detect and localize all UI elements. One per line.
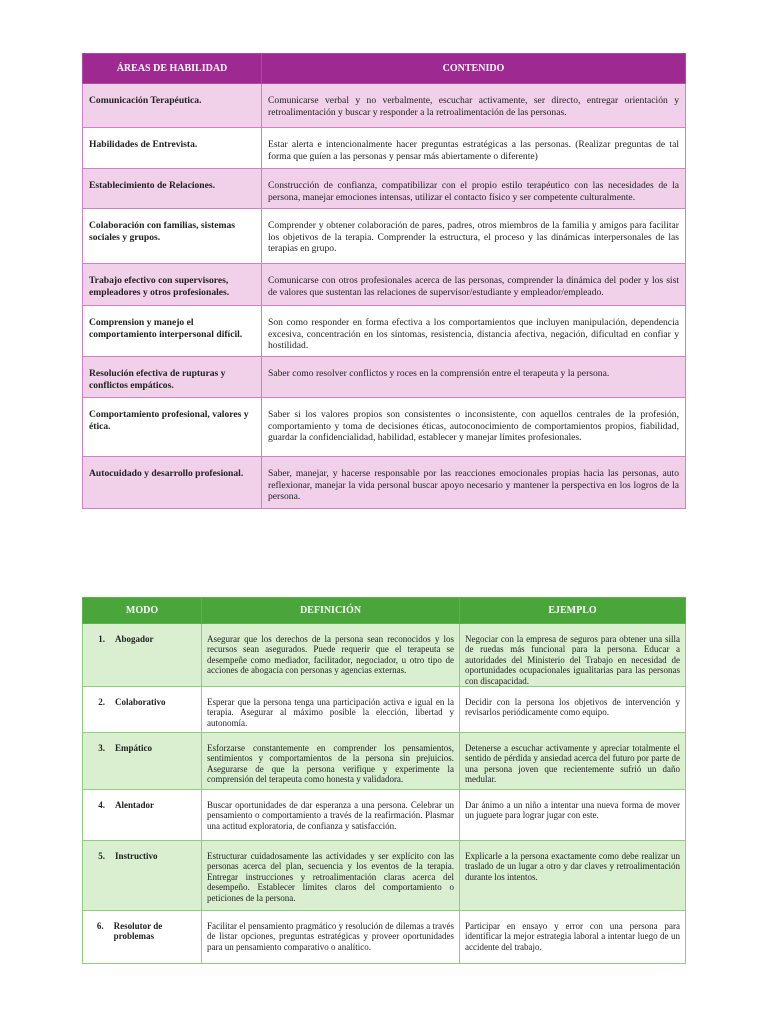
mode-number: 1. — [98, 634, 105, 644]
content-cell: Saber si los valores propios son consistentes o inconsistente, con aquellos centrales de la profesión, comportamiento y toma de decisiones éticas, autoconocimiento de comportamientos propios, fiabilidad, guardar la confidencialidad, habilidad, establecer y manejar límites profesionales. — [262, 398, 686, 457]
content-cell: Comunicarse verbal y no verbalmente, escuchar activamente, ser directo, entregar orientación y retroalimentación y buscar y responder a la retroalimentación de las personas. — [262, 84, 686, 128]
area-cell: Colaboración con familias, sistemas sociales y grupos. — [83, 209, 262, 264]
table-header-row — [83, 598, 686, 624]
content-cell: Estar alerta e intencionalmente hacer preguntas estratégicas a las personas. (Realizar preguntas de tal forma que guíen a las personas y pensar más abiertamente o diferente) — [262, 128, 686, 169]
mode-cell — [83, 790, 202, 841]
skills-areas-table — [82, 53, 686, 509]
definition-cell: Buscar oportunidades de dar esperanza a una persona. Celebrar un pensamiento o comportamiento a través de la reafirmación. Plasmar una actitud exploratoria, de confianza y satisfacción. — [202, 790, 460, 841]
definition-cell: Facilitar el pensamiento pragmático y resolución de dilemas a través de listar opciones, preguntas estratégicas y proveer oportunidades para un pensamiento comparativo o analítico. — [202, 911, 460, 964]
table-row — [83, 306, 686, 357]
mode-label: Alentador — [115, 800, 154, 811]
definition-cell: Estructurar cuidadosamente las actividades y ser explícito con las personas acerca del plan, secuencia y los eventos de la terapia. Entregar instrucciones y retroalimentación claras acerca del desempeño. Establecer límites claros del comportamiento o peticiones de la persona. — [202, 841, 460, 911]
table-row — [83, 687, 686, 733]
table-row — [83, 84, 686, 128]
mode-cell — [83, 733, 202, 790]
header-content: CONTENIDO — [262, 54, 686, 84]
header-areas: ÁREAS DE HABILIDAD — [83, 54, 262, 84]
content-cell: Saber como resolver conflictos y roces en la comprensión entre el terapeuta y la persona. — [262, 357, 686, 398]
mode-number: 5. — [98, 851, 105, 862]
mode-label: Empático — [115, 743, 152, 754]
example-cell: Dar ánimo a un niño a intentar una nueva forma de mover un juguete para lograr jugar con este. — [460, 790, 686, 841]
table-row — [83, 790, 686, 841]
mode-cell — [83, 841, 202, 911]
content-cell: Comunicarse con otros profesionales acerca de las personas, comprender la dinámica del poder y los sist de valores que sustentan las relaciones de supervisor/estudiante y empleador/empleado. — [262, 264, 686, 306]
area-cell: Comportamiento profesional, valores y ética. — [83, 398, 262, 457]
area-cell: Trabajo efectivo con supervisores, empleadores y otros profesionales. — [83, 264, 262, 306]
table-row — [83, 733, 686, 790]
mode-cell — [83, 911, 202, 964]
mode-label: Colaborativo — [115, 697, 166, 708]
content-cell: Son como responder en forma efectiva a los comportamientos que incluyen manipulación, dependencia excesiva, concentración en los síntomas, resistencia, distancia afectiva, negación, dificultad en confiar y hostilidad. — [262, 306, 686, 357]
mode-label: Resolutor de problemas — [113, 921, 163, 942]
area-cell: Habilidades de Entrevista. — [83, 128, 262, 169]
content-cell: Construcción de confianza, compatibilizar con el propio estilo terapéutico con las necesidades de la persona, manejar emociones intensas, utilizar el contacto físico y ser competente culturalmente. — [262, 169, 686, 209]
definition-cell: Asegurar que los derechos de la persona sean reconocidos y los recursos sean asegurados. Puede requerir que el terapeuta se desempeñe como mediador, facilitador, negociador, u otro tipo de acciones de abogacía con personas y agencias externas. — [202, 624, 460, 687]
table-row — [83, 624, 686, 687]
mode-number: 2. — [98, 697, 105, 708]
table-row — [83, 398, 686, 457]
table-row — [83, 357, 686, 398]
content-cell: Comprender y obtener colaboración de pares, padres, otros miembros de la familia y amigos para facilitar los objetivos de la terapia. Comprender la estructura, el proceso y las dinámicas interpersonales de las terapias en grupo. — [262, 209, 686, 264]
example-cell: Decidir con la persona los objetivos de intervención y revisarlos periódicamente como equipo. — [460, 687, 686, 733]
area-cell: Establecimiento de Relaciones. — [83, 169, 262, 209]
table-row — [83, 457, 686, 509]
header-example: EJEMPLO — [460, 598, 686, 624]
mode-label: Abogador — [115, 634, 154, 644]
mode-label: Instructivo — [115, 851, 158, 862]
header-definition: DEFINICIÓN — [202, 598, 460, 624]
table-header-row — [83, 54, 686, 84]
area-cell: Autocuidado y desarrollo profesional. — [83, 457, 262, 509]
header-mode: MODO — [83, 598, 202, 624]
table-row — [83, 841, 686, 911]
mode-cell — [83, 687, 202, 733]
example-cell: Participar en ensayo y error con una persona para identificar la mejor estrategia laboral a intentar luego de un accidente del trabajo. — [460, 911, 686, 964]
table-row — [83, 264, 686, 306]
area-cell: Comunicación Terapéutica. — [83, 84, 262, 128]
definition-cell: Esperar que la persona tenga una participación activa e igual en la terapia. Asegurar al máximo posible la elección, libertad y autonomía. — [202, 687, 460, 733]
example-cell: Explicarle a la persona exactamente como debe realizar un traslado de un lugar a otro y dar claves y retroalimentación durante los intentos. — [460, 841, 686, 911]
table-row — [83, 911, 686, 964]
mode-cell — [83, 624, 202, 687]
area-cell: Comprension y manejo el comportamiento interpersonal difícil. — [83, 306, 262, 357]
example-cell: Negociar con la empresa de seguros para obtener una silla de ruedas más funcional para la persona. Educar a autoridades del Ministerio del Trabajo en necesidad de oportunidades ocupacionales igualitarias para las personas con discapacidad. — [460, 624, 686, 687]
mode-number: 4. — [98, 800, 105, 811]
mode-number: 6. — [96, 921, 104, 932]
example-cell: Detenerse a escuchar activamente y apreciar totalmente el sentido de pérdida y ansiedad acerca del futuro por parte de una persona joven que recientemente sufrió un daño medular. — [460, 733, 686, 790]
table-row — [83, 128, 686, 169]
area-cell: Resolución efectiva de rupturas y conflictos empáticos. — [83, 357, 262, 398]
table-row — [83, 209, 686, 264]
definition-cell: Esforzarse constantemente en comprender los pensamientos, sentimientos y comportamientos de la persona sin prejuicios. Asegurarse de que la persona verifique y experimente la comprensión del terapeuta como honesta y validadora. — [202, 733, 460, 790]
mode-number: 3. — [98, 743, 105, 754]
content-cell: Saber, manejar, y hacerse responsable por las reacciones emocionales propias hacia las personas, auto reflexionar, manejar la vida personal buscar apoyo necesario y mantener la perspectiva en los logros de la persona. — [262, 457, 686, 509]
therapeutic-modes-table — [82, 597, 686, 964]
table-row — [83, 169, 686, 209]
